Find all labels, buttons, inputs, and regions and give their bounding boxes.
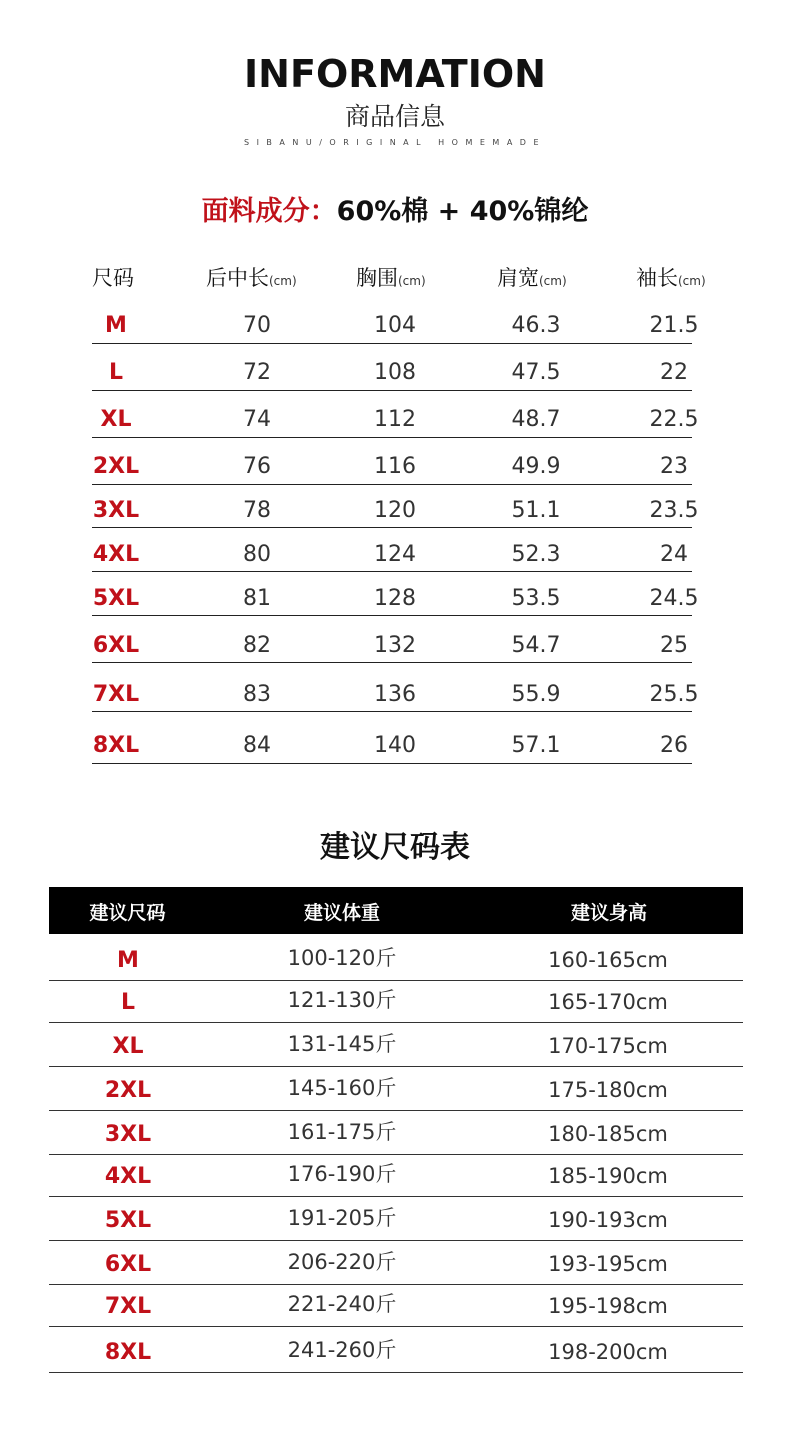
length-cell: 72 [243,360,271,385]
page-title: INFORMATION [244,52,546,96]
height-cell: 165-170cm [548,990,668,1014]
column-label: 袖长 [636,266,678,290]
row-divider [92,763,692,764]
row-divider [92,343,692,344]
size-cell: XL [100,407,132,432]
fabric-value: 60%棉 + 40%锦纶 [336,196,589,227]
row-divider [49,1110,743,1111]
sleeve-cell: 23 [660,454,688,479]
row-divider [49,1372,743,1373]
height-cell: 160-165cm [548,948,668,972]
size-cell: 7XL [104,1294,152,1319]
weight-cell: 191-205斤 [287,1206,397,1230]
row-divider [49,1326,743,1327]
size-cell: 2XL [92,454,140,479]
size-cell: 7XL [92,682,140,707]
row-divider [49,1066,743,1067]
sleeve-cell: 24.5 [649,586,699,611]
shoulder-cell: 57.1 [511,733,561,758]
shoulder-cell: 54.7 [511,633,561,658]
sleeve-cell: 22.5 [649,407,699,432]
height-cell: 185-190cm [548,1164,668,1188]
height-cell: 193-195cm [548,1252,668,1276]
row-divider [49,1022,743,1023]
weight-cell: 176-190斤 [287,1162,397,1186]
shoulder-cell: 48.7 [511,407,561,432]
page-subtitle: 商品信息 [344,102,445,131]
chest-cell: 132 [374,633,416,658]
section-title: 建议尺码表 [320,830,470,865]
row-divider [92,484,692,485]
row-divider [92,662,692,663]
sleeve-cell: 26 [660,733,688,758]
length-cell: 78 [243,498,271,523]
chest-cell: 124 [374,542,416,567]
length-cell: 80 [243,542,271,567]
length-cell: 84 [243,733,271,758]
chest-cell: 140 [374,733,416,758]
chest-cell: 112 [374,407,416,432]
shoulder-cell: 46.3 [511,313,561,338]
row-divider [49,1284,743,1285]
weight-cell: 100-120斤 [287,946,397,970]
shoulder-cell: 52.3 [511,542,561,567]
size-cell: M [117,948,139,973]
shoulder-cell: 49.9 [511,454,561,479]
chest-cell: 128 [374,586,416,611]
sleeve-cell: 22 [660,360,688,385]
size-cell: 3XL [92,498,140,523]
table-header [49,887,743,934]
weight-cell: 221-240斤 [287,1292,397,1316]
column-unit: (cm) [269,274,297,288]
chest-cell: 108 [374,360,416,385]
size-cell: 2XL [104,1078,152,1103]
height-cell: 180-185cm [548,1122,668,1146]
height-cell: 190-193cm [548,1208,668,1232]
weight-cell: 206-220斤 [287,1250,397,1274]
fabric-composition [0,189,790,228]
row-divider [92,615,692,616]
column-label: 肩宽 [497,266,539,290]
sleeve-cell: 23.5 [649,498,699,523]
column-label: 尺码 [92,266,134,290]
height-cell: 170-175cm [548,1034,668,1058]
height-cell: 175-180cm [548,1078,668,1102]
column-unit: (cm) [539,274,567,288]
length-cell: 70 [243,313,271,338]
column-unit: (cm) [678,274,706,288]
column-header-length [206,262,297,292]
row-divider [92,437,692,438]
sleeve-cell: 25.5 [649,682,699,707]
size-cell: 3XL [104,1122,152,1147]
chest-cell: 136 [374,682,416,707]
shoulder-cell: 55.9 [511,682,561,707]
length-cell: 74 [243,407,271,432]
row-divider [92,390,692,391]
brand-tagline: SIBANU/ORIGINAL HOMEMADE [243,138,547,147]
size-cell: XL [112,1034,144,1059]
shoulder-cell: 53.5 [511,586,561,611]
weight-cell: 241-260斤 [287,1338,397,1362]
sleeve-cell: 24 [660,542,688,567]
column-label: 胸围 [356,266,398,290]
column-label: 后中长 [206,266,269,290]
size-cell: L [108,360,124,385]
chest-cell: 116 [374,454,416,479]
length-cell: 83 [243,682,271,707]
row-divider [92,571,692,572]
size-cell: 6XL [104,1252,152,1277]
size-cell: 4XL [104,1164,152,1189]
height-cell: 198-200cm [548,1340,668,1364]
shoulder-cell: 47.5 [511,360,561,385]
size-cell: L [120,990,136,1015]
column-header-size [92,262,134,292]
row-divider [49,1240,743,1241]
weight-cell: 161-175斤 [287,1120,397,1144]
size-cell: 8XL [92,733,140,758]
weight-cell: 131-145斤 [287,1032,397,1056]
length-cell: 76 [243,454,271,479]
length-cell: 82 [243,633,271,658]
column-header-sleeve [636,262,706,292]
size-cell: 4XL [92,542,140,567]
fabric-label: 面料成分： [201,196,337,227]
length-cell: 81 [243,586,271,611]
row-divider [49,1196,743,1197]
header-weight: 建议体重 [303,902,380,924]
sleeve-cell: 25 [660,633,688,658]
sleeve-cell: 21.5 [649,313,699,338]
size-cell: 8XL [104,1340,152,1365]
chest-cell: 104 [374,313,416,338]
chest-cell: 120 [374,498,416,523]
size-cell: 6XL [92,633,140,658]
row-divider [92,527,692,528]
size-cell: 5XL [104,1208,152,1233]
header-height: 建议身高 [570,902,647,924]
row-divider [49,1154,743,1155]
column-header-chest [356,262,426,292]
shoulder-cell: 51.1 [511,498,561,523]
row-divider [49,980,743,981]
size-cell: M [105,313,127,338]
weight-cell: 121-130斤 [287,988,397,1012]
header-size: 建议尺码 [89,902,166,924]
weight-cell: 145-160斤 [287,1076,397,1100]
column-header-shoulder [497,262,567,292]
size-cell: 5XL [92,586,140,611]
height-cell: 195-198cm [548,1294,668,1318]
row-divider [92,711,692,712]
column-unit: (cm) [398,274,426,288]
